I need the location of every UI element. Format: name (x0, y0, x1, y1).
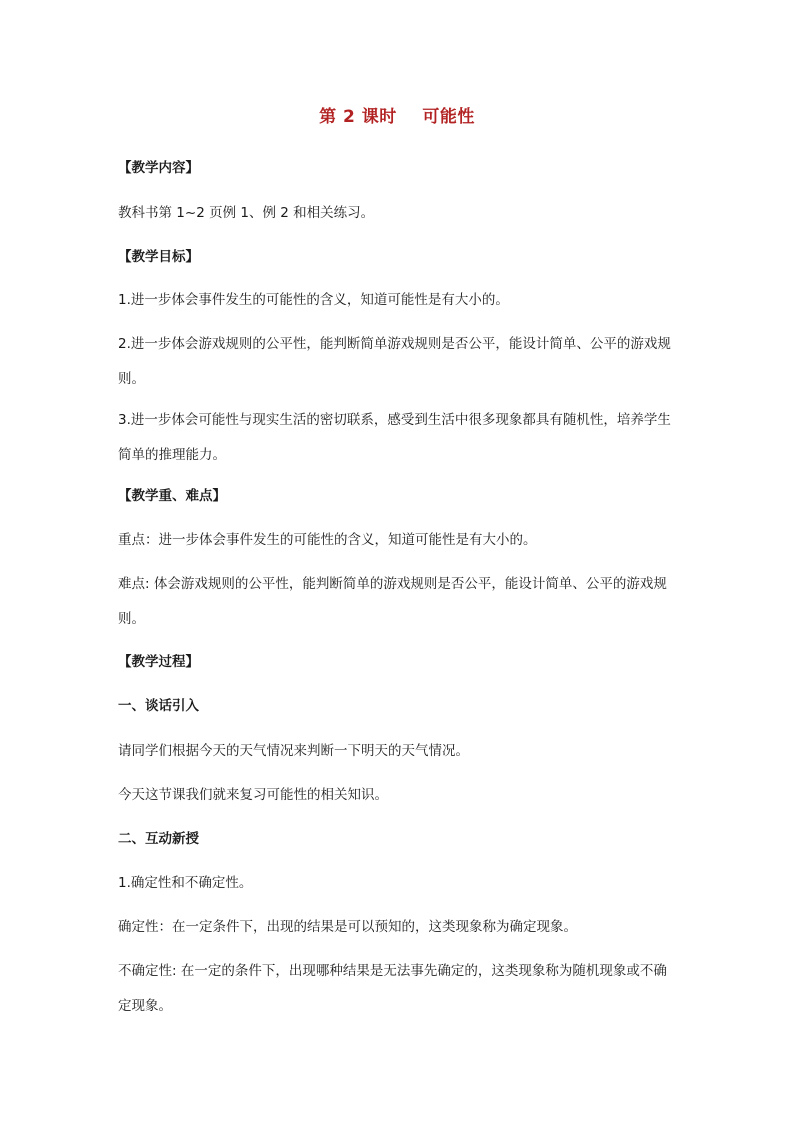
paragraph-goal-1: 1.进一步体会事件发生的可能性的含义，知道可能性是有大小的。 (118, 292, 509, 308)
heading-step-1: 一、谈话引入 (118, 698, 199, 714)
paragraph-key-point: 重点：进一步体会事件发生的可能性的含义，知道可能性是有大小的。 (118, 532, 537, 548)
paragraph-goal-2: 2.进一步体会游戏规则的公平性，能判断简单游戏规则是否公平，能设计简单、公平的游戏规则。 (118, 336, 671, 387)
heading-teaching-process: 【教学过程】 (118, 654, 199, 670)
page-title: 第 2 课时 可能性 (319, 107, 475, 127)
heading-teaching-goals: 【教学目标】 (118, 249, 199, 265)
paragraph-step1-1: 请同学们根据今天的天气情况来判断一下明天的天气情况。 (118, 743, 469, 759)
heading-key-points: 【教学重、难点】 (118, 488, 226, 504)
paragraph-step1-2: 今天这节课我们就来复习可能性的相关知识。 (118, 787, 388, 803)
paragraph-teaching-content: 教科书第 1~2 页例 1、例 2 和相关练习。 (118, 205, 375, 221)
paragraph-step2-1: 1.确定性和不确定性。 (118, 875, 253, 891)
paragraph-step2-3: 不确定性: 在一定的条件下，出现哪种结果是无法事先确定的，这类现象称为随机现象或不确定现象。 (118, 963, 667, 1014)
paragraph-step2-2: 确定性：在一定条件下，出现的结果是可以预知的，这类现象称为确定现象。 (118, 919, 577, 935)
paragraph-difficult-point: 难点: 体会游戏规则的公平性，能判断简单的游戏规则是否公平，能设计简单、公平的游戏规则。 (118, 576, 667, 627)
paragraph-goal-3: 3.进一步体会可能性与现实生活的密切联系，感受到生活中很多现象都具有随机性，培养学生简单的推理能力。 (118, 412, 671, 463)
heading-teaching-content: 【教学内容】 (118, 160, 199, 176)
heading-step-2: 二、互动新授 (118, 831, 199, 847)
